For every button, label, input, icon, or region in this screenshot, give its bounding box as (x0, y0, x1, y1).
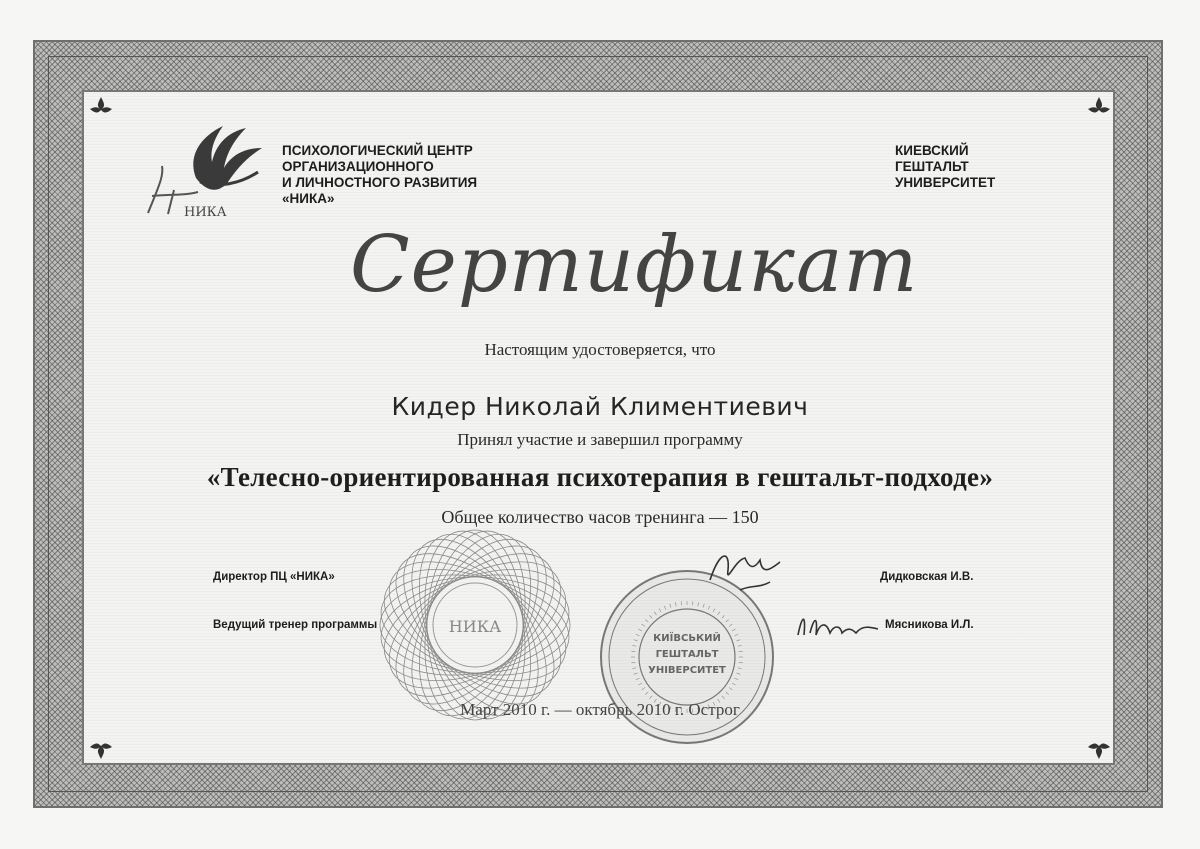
fleur-corner-icon (1084, 94, 1114, 124)
logo-text: НИКА (184, 205, 227, 220)
nika-logo-icon (128, 118, 278, 228)
intro-text: Настоящим удостоверяется, что (484, 340, 716, 359)
stamp-right-line: КИЇВСЬКИЙ (653, 633, 721, 644)
org-right-line: КИЕВСКИЙ (895, 143, 969, 158)
org-right-line: ГЕШТАЛЬТ (895, 159, 969, 174)
trainer-signature-icon (790, 605, 885, 650)
trainer-name: Мясникова И.Л. (885, 619, 974, 631)
org-left-line: ПСИХОЛОГИЧЕСКИЙ ЦЕНТР (282, 143, 473, 158)
stamp-left-text: НИКА (448, 617, 502, 636)
stamp-right-line: УНІВЕРСИТЕТ (648, 665, 726, 676)
fleur-corner-icon (86, 732, 116, 762)
trainer-label: Ведущий тренер программы (213, 619, 378, 631)
org-right-name (895, 143, 995, 191)
director-signature-icon (700, 540, 790, 600)
stamp-right-line: ГЕШТАЛЬТ (655, 649, 719, 660)
completion-text: Принял участие и завершил программу (457, 430, 743, 449)
org-left-line: И ЛИЧНОСТНОГО РАЗВИТИЯ (282, 175, 478, 190)
org-left-line: «НИКА» (282, 191, 335, 206)
dates-location: Март 2010 г. — октябрь 2010 г. Острог (460, 700, 740, 719)
org-left-name (282, 143, 477, 207)
fleur-corner-icon (86, 94, 116, 124)
training-hours: Общее количество часов тренинга — 150 (441, 507, 759, 527)
program-title: «Телесно-ориентированная психотерапия в гештальт-подходе» (206, 462, 994, 492)
org-left-line: ОРГАНИЗАЦИОННОГО (282, 159, 434, 174)
rosette-stamp-icon (360, 520, 580, 730)
director-name: Дидковская И.В. (880, 571, 974, 583)
certificate-title: Сертификат (350, 220, 919, 310)
recipient-name: Кидер Николай Климентиевич (391, 392, 809, 421)
fleur-corner-icon (1084, 732, 1114, 762)
director-label: Директор ПЦ «НИКА» (213, 571, 335, 583)
org-right-line: УНИВЕРСИТЕТ (895, 175, 996, 190)
